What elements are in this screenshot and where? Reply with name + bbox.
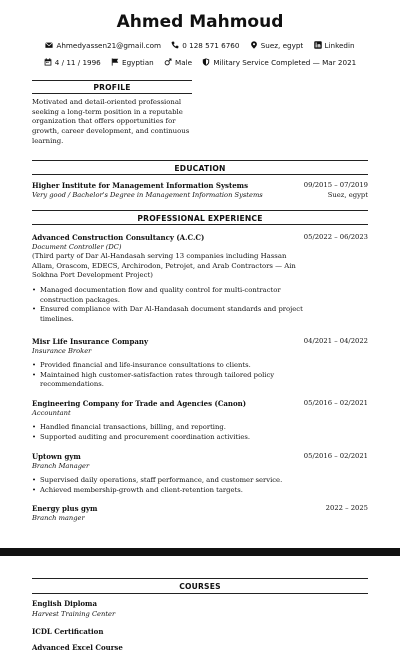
personal-info-row [0, 57, 400, 67]
job-bullets [32, 423, 372, 442]
job-bullets [32, 361, 372, 390]
job-dates: 2022 – 2025 [325, 504, 368, 512]
course-name: English Diploma [32, 599, 97, 608]
list-item: • Achieved membership-growth and client-retention targets. [32, 486, 372, 496]
candidate-name: Ahmed Mahmoud [116, 12, 284, 32]
phone-text: 0 128 571 6760 [182, 40, 240, 50]
linkedin-icon [314, 41, 322, 49]
job-note: (Third party of Dar Al-Handasah serving 13 companies including Hassan Allam, Orascom, EDECS, Archirodon, Petrojet, and Arab Contractors — Ain Sokhna Port Development Project) [32, 252, 296, 280]
resume-page-2 [0, 556, 400, 666]
gender-text: Male [175, 57, 193, 67]
email-contact[interactable] [45, 41, 161, 50]
course-name: ICDL Certification [32, 627, 104, 636]
envelope-icon [45, 41, 53, 49]
job-company: Engineering Company for Trade and Agencies (Canon) [32, 399, 247, 408]
experience-top-rule [32, 210, 368, 211]
email-text: Ahmedyassen21@gmail.com [56, 40, 161, 50]
profile-bottom-rule [32, 93, 192, 94]
job-role: Accountant [32, 409, 71, 417]
linkedin-link[interactable] [314, 41, 355, 50]
list-item: • Supervised daily operations, staff performance, and customer service. [32, 476, 372, 486]
flag-icon [111, 58, 119, 66]
job-role: Insurance Broker [32, 347, 92, 355]
nationality-info [111, 58, 154, 67]
job-role: Branch manger [32, 514, 85, 522]
job-company: Misr Life Insurance Company [32, 337, 149, 346]
job-dates: 04/2021 – 04/2022 [303, 337, 368, 345]
nationality-text: Egyptian [122, 57, 154, 67]
phone-icon [171, 41, 179, 49]
job-dates: 05/2016 – 02/2021 [303, 399, 368, 407]
list-item: • Provided financial and life-insurance consultations to clients. [32, 361, 372, 371]
birthdate-info [44, 58, 101, 67]
military-text: Military Service Completed — Mar 2021 [213, 57, 357, 67]
education-bottom-rule [32, 174, 368, 175]
birthdate-text: 4 / 11 / 1996 [54, 57, 101, 67]
education-degree: Very good / Bachelor's Degree in Management Information Systems [32, 191, 263, 199]
courses-heading: COURSES [179, 582, 221, 591]
job-company: Energy plus gym [32, 504, 98, 513]
job-bullets [32, 476, 372, 495]
list-item: • Handled financial transactions, billing, and reporting. [32, 423, 372, 433]
job-dates: 05/2022 – 06/2023 [303, 233, 368, 241]
job-dates: 05/2016 – 02/2021 [303, 452, 368, 460]
gender-icon [164, 58, 172, 66]
list-item: • Maintained high customer-satisfaction rates through tailored policy recommendations. [32, 371, 372, 390]
map-pin-icon [250, 41, 258, 49]
military-info [202, 58, 356, 67]
list-item: • Managed documentation flow and quality control for multi-contractor construction packages. [32, 286, 372, 305]
education-heading: EDUCATION [174, 164, 226, 173]
courses-top-rule [32, 578, 368, 579]
experience-bottom-rule [32, 224, 368, 225]
calendar-icon [44, 58, 52, 66]
education-top-rule [32, 160, 368, 161]
linkedin-text: Linkedin [324, 40, 355, 50]
education-dates: 09/2015 – 07/2019 [303, 181, 368, 189]
profile-heading: PROFILE [93, 83, 131, 92]
location-text: Suez, egypt [260, 40, 304, 50]
list-item: • Ensured compliance with Dar Al-Handasah document standards and project timelines. [32, 305, 372, 324]
courses-bottom-rule [32, 593, 368, 594]
gender-info [164, 58, 192, 67]
phone-contact[interactable] [171, 41, 239, 50]
education-school: Higher Institute for Management Information Systems [32, 181, 249, 190]
job-company: Uptown gym [32, 452, 81, 461]
location-contact [250, 41, 304, 50]
profile-top-rule [32, 80, 192, 81]
contact-row [0, 40, 400, 50]
job-bullets [32, 286, 372, 324]
shield-icon [202, 58, 210, 66]
profile-text: Motivated and detail-oriented professional seeking a long-term position in a reputable organization that offers opportunities for growth, career development, and continuous learning. [32, 98, 190, 145]
experience-heading: PROFESSIONAL EXPERIENCE [137, 214, 263, 223]
education-location: Suez, egypt [327, 191, 368, 199]
course-name: Advanced Excel Course [32, 643, 123, 652]
list-item: • Supported auditing and procurement coordination activities. [32, 433, 372, 443]
job-role: Document Controller (DC) [32, 243, 122, 251]
course-provider: Harvest Training Center [32, 610, 116, 618]
job-company: Advanced Construction Consultancy (A.C.C) [32, 233, 205, 242]
job-role: Branch Manager [32, 462, 90, 470]
